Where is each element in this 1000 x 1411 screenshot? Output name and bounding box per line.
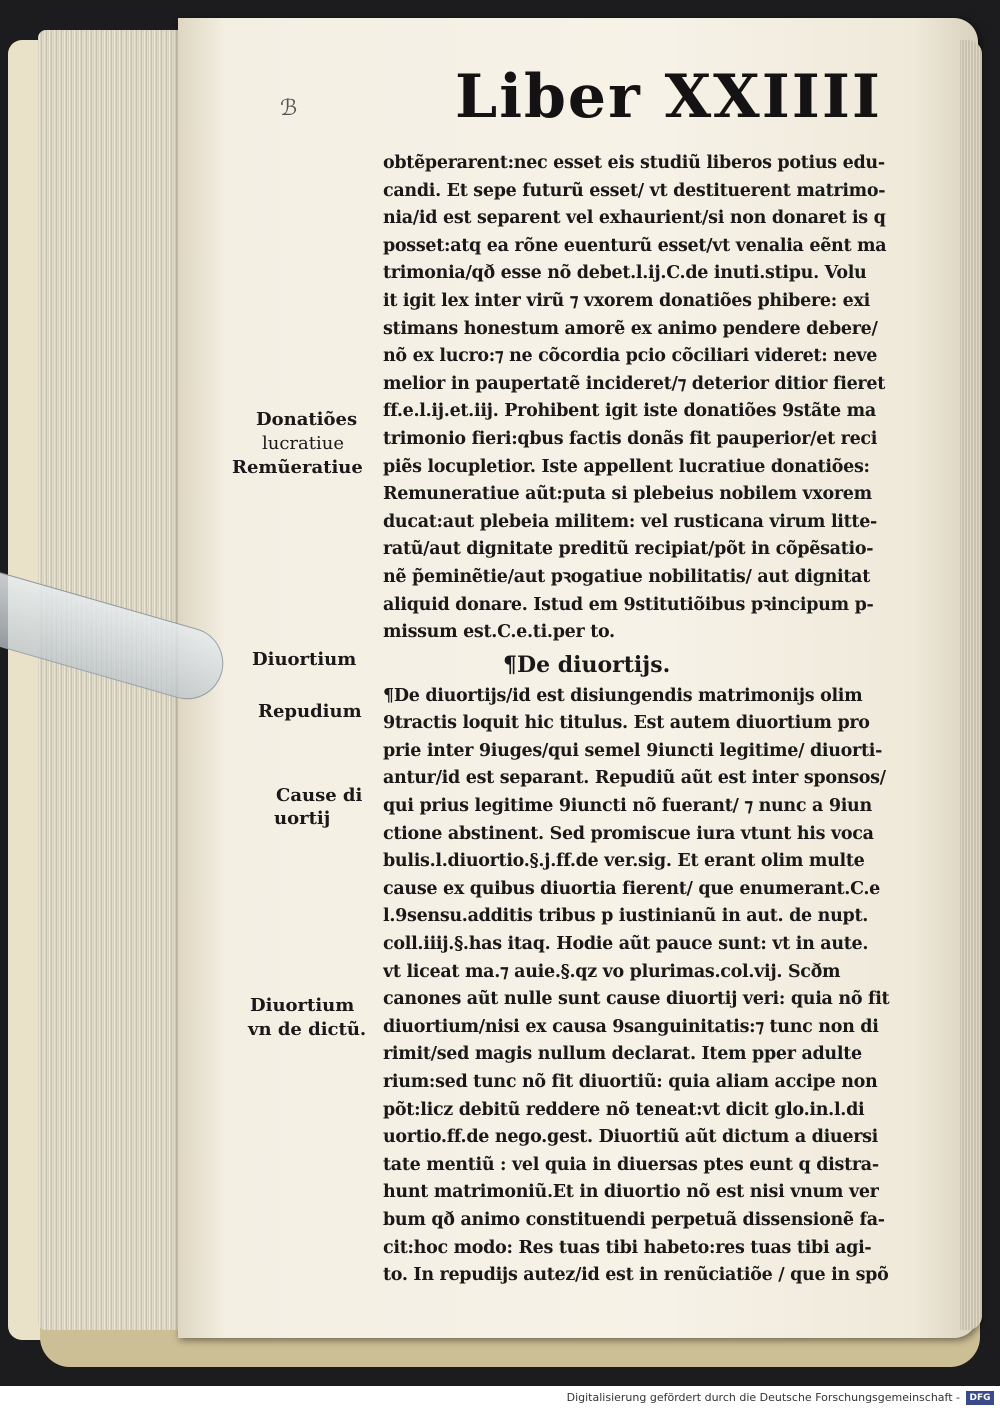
text-line: l.9sensu.additis tribus p iustinianũ in aut. de nupt.: [383, 906, 869, 927]
margin-note-uortij: uortij: [274, 808, 331, 829]
text-line: missum est.C.e.ti.per to.: [383, 622, 615, 643]
text-line: coll.iiij.§.has itaq. Hodie aũt pauce sunt: vt in aute.: [383, 934, 869, 955]
running-head: Liber XXIIII: [455, 62, 882, 132]
text-line: bum qð animo constituendi perpetuã dissensionẽ fa-: [383, 1209, 885, 1230]
text-line: canones aũt nulle sunt cause diuortij veri: quia nõ fit: [383, 989, 890, 1010]
main-text-block: [383, 150, 938, 1290]
text-line: diuortium/nisi ex causa 9sanguinitatis:⁊ tunc non di: [383, 1016, 879, 1037]
section-heading: ¶De diuortijs.: [503, 651, 671, 678]
margin-note-donationes: Donatiões: [256, 409, 358, 430]
text-line: to. In repudijs autez/id est in renũciatiõe / que in spõ: [383, 1265, 889, 1286]
text-line: it igit lex inter virũ ⁊ vxorem donatiões phibere: exi: [383, 290, 870, 311]
text-line: ¶De diuortijs/id est disiungendis matrimonijs olim: [383, 685, 863, 706]
footer-bar: [0, 1386, 1000, 1411]
text-line: rimit/sed magis nullum declarat. Item pper adulte: [383, 1044, 862, 1065]
text-lines-part-1: [383, 150, 938, 647]
page-right-edge: [960, 40, 982, 1330]
text-line: nõ ex lucro:⁊ ne cõcordia pcio cõciliari videret: neve: [383, 346, 878, 367]
text-lines-part-2: [383, 683, 938, 1290]
footer-credit: Digitalisierung gefördert durch die Deutsche Forschungsgemeinschaft -: [566, 1391, 960, 1404]
margin-note-diuortium: Diuortium: [252, 649, 357, 670]
margin-note-remuneratiue: Remũeratiue: [232, 457, 363, 478]
text-line: 9tractis loquit hic titulus. Est autem diuortium pro: [383, 713, 870, 734]
text-line: hunt matrimoniũ.Et in diuortio nõ est nisi vnum ver: [383, 1182, 879, 1203]
text-line: ctione abstinent. Sed promiscue iura vtunt his voca: [383, 823, 874, 844]
margin-note-vn-de-dictu: vn de dictũ.: [248, 1019, 367, 1040]
margin-note-repudium: Repudium: [258, 701, 362, 722]
text-line: bulis.l.diuortio.§.j.ff.de ver.sig. Et erant olim multe: [383, 851, 865, 872]
text-line: piẽs locupletior. Iste appellent lucratiue donatiões:: [383, 456, 870, 477]
text-line: ff.e.l.ij.et.iij. Prohibent igit iste donatiões 9stãte ma: [383, 401, 876, 422]
margin-note-cause-di: Cause di: [276, 785, 363, 806]
text-line: qui prius legitime 9iuncti nõ fuerant/ ⁊ nunc a 9iun: [383, 796, 872, 817]
text-line: rium:sed tunc nõ fit diuortiũ: quia aliam accipe non: [383, 1072, 878, 1092]
header-mark: ℬ: [280, 96, 298, 121]
text-line: põt:licz debitũ reddere nõ teneat:vt dicit glo.in.l.di: [383, 1099, 865, 1120]
text-line: nia/id est separent vel exhaurient/si non donaret is q: [383, 208, 886, 229]
text-line: cit:hoc modo: Res tuas tibi habeto:res tuas tibi agi-: [383, 1237, 872, 1258]
text-line: uortio.ff.de nego.gest. Diuortiũ aũt dictum a diuersi: [383, 1127, 879, 1148]
text-line: posset:atq ea rõne euenturũ esset/vt venalia eẽnt ma: [383, 235, 887, 256]
text-line: vt liceat ma.⁊ auie.§.qz vo plurimas.col.vij. Scðm: [383, 961, 841, 982]
text-line: trimonio fieri:qbus factis donãs fit pauperior/et reci: [383, 428, 878, 449]
text-line: trimonia/qð esse nõ debet.l.ij.C.de inuti.stipu. Volu: [383, 263, 867, 284]
margin-note-diuortium-2: Diuortium: [250, 995, 355, 1016]
dfg-logo: DFG: [966, 1391, 994, 1405]
text-line: melior in paupertatẽ incideret/⁊ deterior ditior fieret: [383, 373, 885, 394]
text-line: candi. Et sepe futurũ esset/ vt destituerent matrimo-: [383, 180, 886, 201]
text-line: obtẽperarent:nec esset eis studiũ liberos potius edu-: [383, 153, 885, 173]
text-line: Remuneratiue aũt:puta si plebeius nobilem vxorem: [383, 484, 872, 505]
text-line: tate mentiũ : vel quia in diuersas ptes eunt q distra-: [383, 1154, 879, 1175]
text-line: nẽ p̃eminẽtie/aut pꝛogatiue nobilitatis/ aut dignitat: [383, 566, 871, 587]
text-line: ducat:aut plebeia militem: vel rusticana virum litte-: [383, 511, 878, 532]
margin-note-lucratiue: lucratiue: [262, 433, 345, 454]
text-line: stimans honestum amorẽ ex animo pendere debere/: [383, 318, 878, 339]
text-line: antur/id est separant. Repudiũ aũt est inter sponsos/: [383, 768, 886, 789]
text-line: ratũ/aut dignitate preditũ recipiat/põt in cõpẽsatio-: [383, 539, 874, 560]
text-line: cause ex quibus diuortia fierent/ que enumerant.C.e: [383, 878, 881, 899]
text-line: aliquid donare. Istud em 9stitutiõibus pꝛincipum p-: [383, 594, 874, 615]
text-line: prie inter 9iuges/qui semel 9iuncti legitime/ diuorti-: [383, 740, 883, 761]
